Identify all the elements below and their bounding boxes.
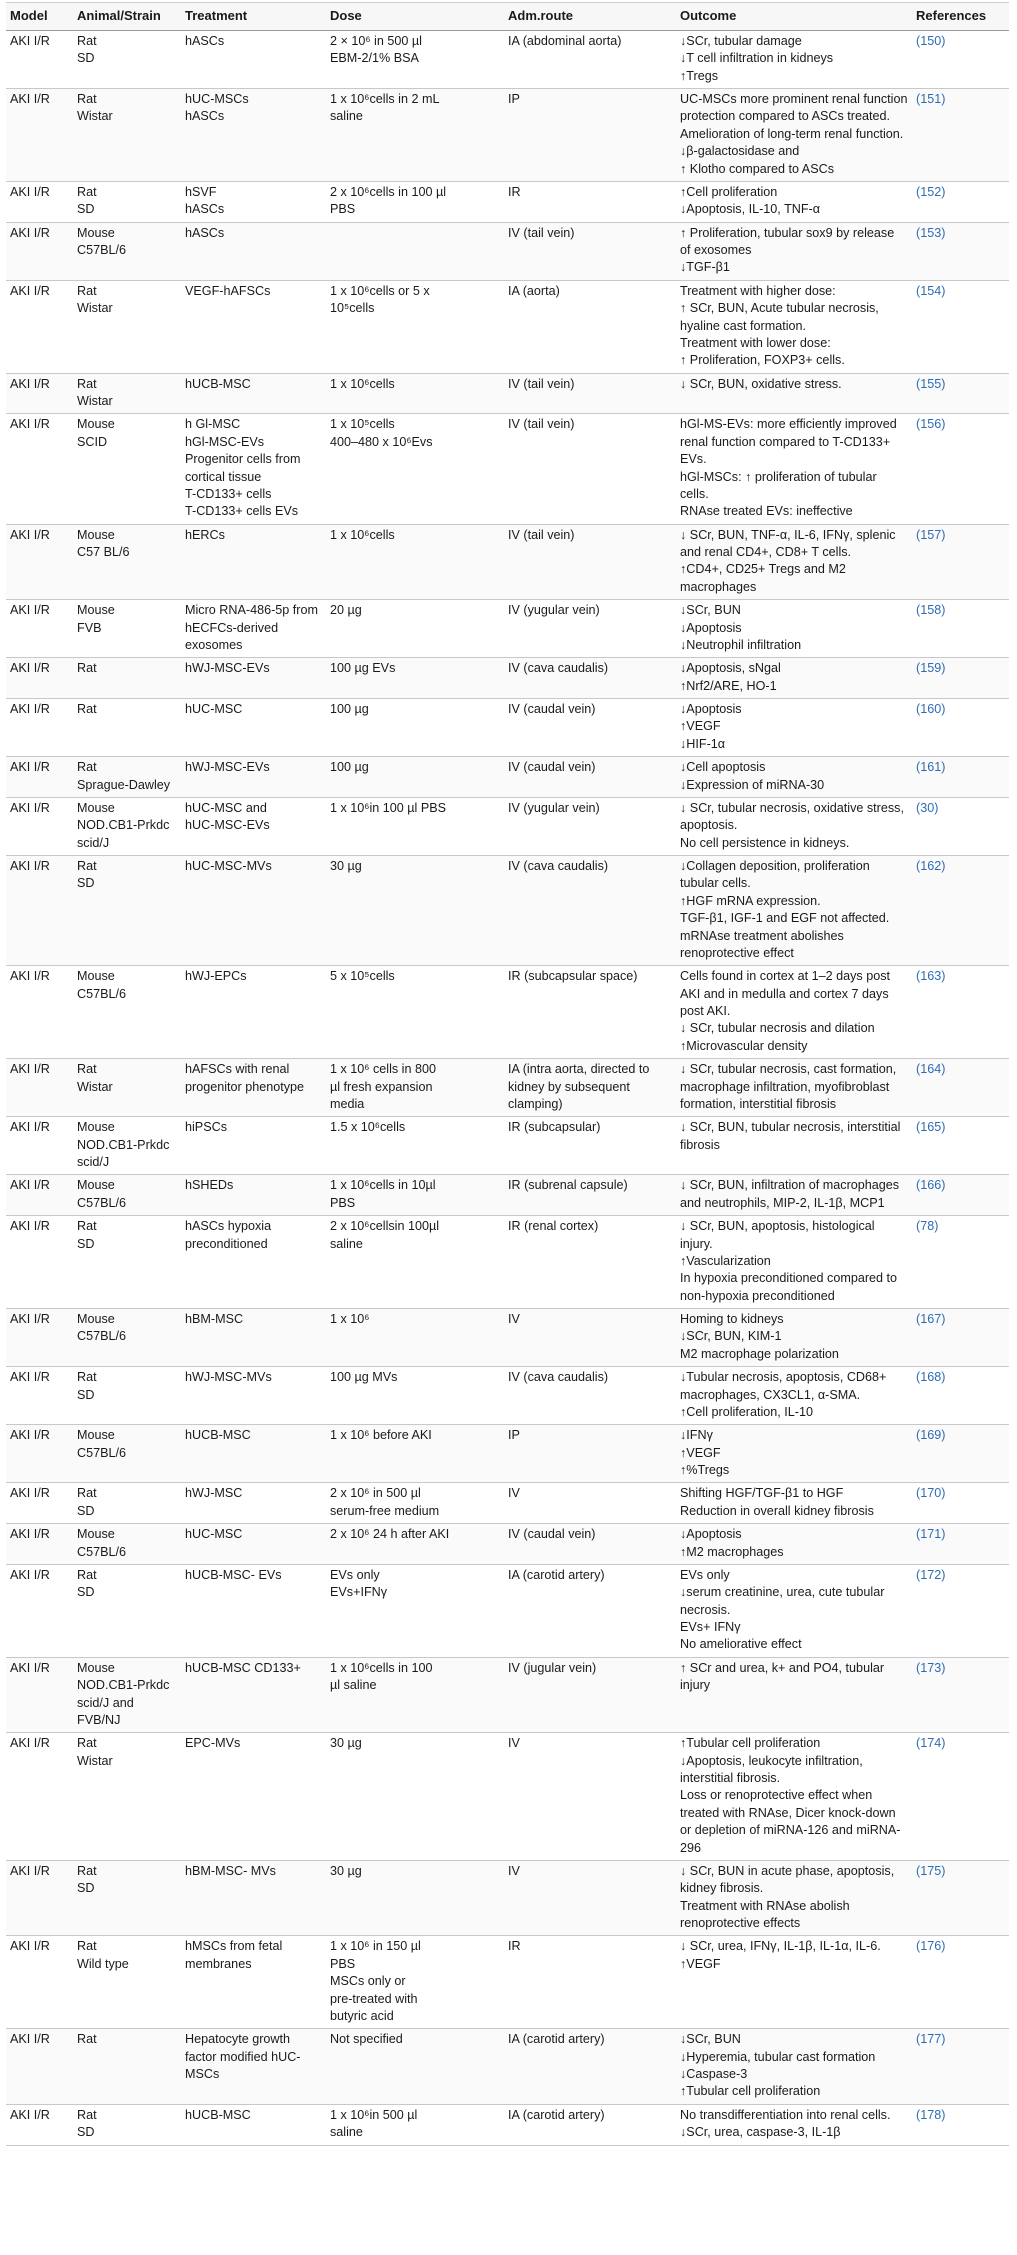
cell-adm-route: IR (504, 1936, 676, 2029)
cell-outcome: ↑ Proliferation, tubular sox9 by release of exosomes ↓TGF-β1 (676, 222, 912, 280)
cell-reference (912, 1216, 1009, 1309)
cell-animal-strain: Rat SD (73, 1367, 181, 1425)
cell-treatment: hUCB-MSC (181, 2104, 326, 2145)
cell-animal-strain: Mouse C57BL/6 (73, 1309, 181, 1367)
header-animal-strain: Animal/Strain (73, 3, 181, 31)
reference-link[interactable]: (168) (916, 1370, 946, 1385)
cell-dose: 1 x 10⁶in 100 µl PBS (326, 797, 504, 855)
table-row (6, 30, 1009, 88)
cell-dose: 1 x 10⁶ in 150 µl PBS MSCs only or pre-treated with butyric acid (326, 1936, 504, 2029)
cell-treatment: hWJ-EPCs (181, 966, 326, 1059)
cell-adm-route: IV (tail vein) (504, 524, 676, 600)
cell-adm-route: IV (504, 1309, 676, 1367)
cell-animal-strain: Rat SD (73, 181, 181, 222)
cell-treatment: Micro RNA-486-5p from hECFCs-derived exosomes (181, 600, 326, 658)
cell-dose: 2 × 10⁶ in 500 µl EBM-2/1% BSA (326, 30, 504, 88)
cell-animal-strain: Rat Wistar (73, 280, 181, 373)
cell-treatment: hSVF hASCs (181, 181, 326, 222)
cell-animal-strain: Rat SD (73, 1860, 181, 1936)
cell-dose: 100 µg (326, 757, 504, 798)
cell-treatment: hWJ-MSC (181, 1483, 326, 1524)
header-dose: Dose (326, 3, 504, 31)
cell-treatment: hBM-MSC- MVs (181, 1860, 326, 1936)
cell-adm-route: IV (caudal vein) (504, 757, 676, 798)
cell-animal-strain: Mouse FVB (73, 600, 181, 658)
cell-reference (912, 600, 1009, 658)
cell-outcome: No transdifferentiation into renal cells. ↓SCr, urea, caspase-3, IL-1β (676, 2104, 912, 2145)
reference-link[interactable]: (171) (916, 1527, 946, 1542)
cell-model: AKI I/R (6, 1309, 73, 1367)
cell-model: AKI I/R (6, 1175, 73, 1216)
cell-dose: 1 x 10⁶ before AKI (326, 1425, 504, 1483)
cell-adm-route: IV (cava caudalis) (504, 1367, 676, 1425)
cell-reference (912, 1309, 1009, 1367)
reference-link[interactable]: (177) (916, 2032, 946, 2047)
table-row (6, 1564, 1009, 1657)
cell-model: AKI I/R (6, 1117, 73, 1175)
cell-model: AKI I/R (6, 373, 73, 414)
cell-dose: 2 x 10⁶cells in 100 µl PBS (326, 181, 504, 222)
cell-reference (912, 1425, 1009, 1483)
cell-model: AKI I/R (6, 2029, 73, 2105)
cell-reference (912, 1524, 1009, 1565)
table-row (6, 699, 1009, 757)
cell-adm-route: IV (tail vein) (504, 373, 676, 414)
cell-treatment: hMSCs from fetal membranes (181, 1936, 326, 2029)
cell-dose: EVs only EVs+IFNγ (326, 1564, 504, 1657)
cell-reference (912, 658, 1009, 699)
cell-dose: 30 µg (326, 1860, 504, 1936)
table-row (6, 1425, 1009, 1483)
cell-outcome: ↓Apoptosis ↑VEGF ↓HIF-1α (676, 699, 912, 757)
cell-reference (912, 1936, 1009, 2029)
cell-outcome: ↓ SCr, BUN in acute phase, apoptosis, kidney fibrosis. Treatment with RNAse abolish renoprotective effects (676, 1860, 912, 1936)
cell-animal-strain: Rat Wistar (73, 373, 181, 414)
table-row (6, 1733, 1009, 1861)
cell-outcome: ↓ SCr, BUN, oxidative stress. (676, 373, 912, 414)
cell-reference (912, 1733, 1009, 1861)
cell-model: AKI I/R (6, 856, 73, 966)
cell-dose: 1 x 10⁶cells in 2 mL saline (326, 89, 504, 182)
cell-reference (912, 1175, 1009, 1216)
cell-reference (912, 2104, 1009, 2145)
cell-dose: 1 x 10⁶cells in 100 µl saline (326, 1657, 504, 1733)
cell-dose: Not specified (326, 2029, 504, 2105)
cell-animal-strain: Mouse NOD.CB1-Prkdc scid/J (73, 1117, 181, 1175)
reference-link[interactable]: (172) (916, 1567, 946, 1582)
reference-link[interactable]: (152) (916, 184, 946, 199)
reference-link[interactable]: (30) (916, 800, 939, 815)
table-row (6, 2104, 1009, 2145)
cell-model: AKI I/R (6, 414, 73, 524)
reference-link[interactable]: (165) (916, 1120, 946, 1135)
cell-treatment: hUCB-MSC (181, 1425, 326, 1483)
cell-animal-strain: Mouse C57BL/6 (73, 966, 181, 1059)
cell-adm-route: IV (504, 1860, 676, 1936)
cell-dose: 1 x 10⁶in 500 µl saline (326, 2104, 504, 2145)
reference-link[interactable]: (164) (916, 1062, 946, 1077)
cell-treatment: hUCB-MSC CD133+ (181, 1657, 326, 1733)
reference-link[interactable]: (160) (916, 702, 946, 717)
cell-dose (326, 222, 504, 280)
cell-adm-route: IA (carotid artery) (504, 2104, 676, 2145)
cell-treatment: EPC-MVs (181, 1733, 326, 1861)
cell-adm-route: IV (caudal vein) (504, 699, 676, 757)
cell-treatment: hUCB-MSC- EVs (181, 1564, 326, 1657)
cell-outcome: ↓SCr, tubular damage ↓T cell infiltration in kidneys ↑Tregs (676, 30, 912, 88)
cell-animal-strain: Mouse C57BL/6 (73, 1524, 181, 1565)
header-row (6, 3, 1009, 31)
cell-reference (912, 524, 1009, 600)
data-table (6, 2, 1009, 2146)
cell-adm-route: IV (cava caudalis) (504, 856, 676, 966)
cell-dose: 1.5 x 10⁶cells (326, 1117, 504, 1175)
header-treatment: Treatment (181, 3, 326, 31)
cell-adm-route: IV (cava caudalis) (504, 658, 676, 699)
cell-dose: 1 x 10⁶ cells in 800 µl fresh expansion media (326, 1059, 504, 1117)
reference-link[interactable]: (178) (916, 2107, 946, 2122)
cell-treatment: hUC-MSC (181, 699, 326, 757)
cell-animal-strain: Rat Wild type (73, 1936, 181, 2029)
cell-outcome: ↓ SCr, BUN, apoptosis, histological injury. ↑Vascularization In hypoxia preconditioned compared to non-hypoxia preconditioned (676, 1216, 912, 1309)
table-row (6, 1175, 1009, 1216)
cell-adm-route: IR (subrenal capsule) (504, 1175, 676, 1216)
cell-treatment: h Gl-MSC hGl-MSC-EVs Progenitor cells from cortical tissue T-CD133+ cells T-CD133+ cells EVs (181, 414, 326, 524)
cell-adm-route: IV (caudal vein) (504, 1524, 676, 1565)
table-row (6, 1309, 1009, 1367)
cell-adm-route: IP (504, 89, 676, 182)
cell-model: AKI I/R (6, 1483, 73, 1524)
table-row (6, 856, 1009, 966)
table-row (6, 658, 1009, 699)
cell-reference (912, 1367, 1009, 1425)
cell-adm-route: IV (yugular vein) (504, 600, 676, 658)
cell-reference (912, 1860, 1009, 1936)
cell-adm-route: IR (renal cortex) (504, 1216, 676, 1309)
cell-reference (912, 699, 1009, 757)
cell-treatment: Hepatocyte growth factor modified hUC-MSCs (181, 2029, 326, 2105)
cell-model: AKI I/R (6, 280, 73, 373)
cell-animal-strain: Rat SD (73, 1216, 181, 1309)
cell-animal-strain: Mouse NOD.CB1-Prkdc scid/J and FVB/NJ (73, 1657, 181, 1733)
cell-reference (912, 30, 1009, 88)
cell-model: AKI I/R (6, 966, 73, 1059)
cell-adm-route: IR (subcapsular space) (504, 966, 676, 1059)
cell-animal-strain: Rat SD (73, 856, 181, 966)
cell-animal-strain: Mouse C57BL/6 (73, 1425, 181, 1483)
cell-treatment: hASCs hypoxia preconditioned (181, 1216, 326, 1309)
cell-outcome: UC-MSCs more prominent renal function protection compared to ASCs treated. Amelioration of long-term renal function. ↓β-galactosidase and ↑ Klotho compared to ASCs (676, 89, 912, 182)
cell-reference (912, 1483, 1009, 1524)
reference-link[interactable]: (158) (916, 603, 946, 618)
table-row (6, 600, 1009, 658)
cell-animal-strain: Rat SD (73, 2104, 181, 2145)
cell-model: AKI I/R (6, 797, 73, 855)
cell-treatment: hUC-MSCs hASCs (181, 89, 326, 182)
table-row (6, 1657, 1009, 1733)
cell-model: AKI I/R (6, 1657, 73, 1733)
cell-dose: 1 x 10⁶cells (326, 373, 504, 414)
cell-model: AKI I/R (6, 1524, 73, 1565)
cell-outcome: ↓Collagen deposition, proliferation tubular cells. ↑HGF mRNA expression. TGF-β1, IGF-1 and EGF not affected. mRNAse treatment abolishes renoprotective effect (676, 856, 912, 966)
cell-reference (912, 2029, 1009, 2105)
cell-outcome: ↓SCr, BUN ↓Hyperemia, tubular cast formation ↓Caspase-3 ↑Tubular cell proliferation (676, 2029, 912, 2105)
cell-animal-strain: Rat Wistar (73, 89, 181, 182)
cell-dose: 30 µg (326, 1733, 504, 1861)
table-row (6, 222, 1009, 280)
cell-outcome: ↓Apoptosis, sNgal ↑Nrf2/ARE, HO-1 (676, 658, 912, 699)
cell-animal-strain: Rat SD (73, 1564, 181, 1657)
cell-animal-strain: Mouse C57BL/6 (73, 222, 181, 280)
header-model: Model (6, 3, 73, 31)
cell-model: AKI I/R (6, 1425, 73, 1483)
reference-link[interactable]: (78) (916, 1219, 939, 1234)
cell-model: AKI I/R (6, 1733, 73, 1861)
reference-link[interactable]: (159) (916, 661, 946, 676)
table-body (6, 30, 1009, 2145)
reference-link[interactable]: (155) (916, 376, 946, 391)
cell-outcome: ↓ SCr, BUN, tubular necrosis, interstitial fibrosis (676, 1117, 912, 1175)
cell-reference (912, 856, 1009, 966)
cell-outcome: Shifting HGF/TGF-β1 to HGF Reduction in overall kidney fibrosis (676, 1483, 912, 1524)
cell-dose: 100 µg MVs (326, 1367, 504, 1425)
cell-outcome: ↓ SCr, BUN, TNF-α, IL-6, IFNγ, splenic and renal CD4+, CD8+ T cells. ↑CD4+, CD25+ Tregs and M2 macrophages (676, 524, 912, 600)
cell-animal-strain: Mouse C57BL/6 (73, 1175, 181, 1216)
cell-adm-route: IA (carotid artery) (504, 1564, 676, 1657)
cell-reference (912, 757, 1009, 798)
cell-outcome: ↓SCr, BUN ↓Apoptosis ↓Neutrophil infiltration (676, 600, 912, 658)
cell-reference (912, 1117, 1009, 1175)
cell-treatment: hBM-MSC (181, 1309, 326, 1367)
cell-animal-strain: Rat (73, 2029, 181, 2105)
reference-link[interactable]: (174) (916, 1736, 946, 1751)
cell-adm-route: IR (subcapsular) (504, 1117, 676, 1175)
reference-link[interactable]: (166) (916, 1178, 946, 1193)
cell-dose: 1 x 10⁶cells (326, 524, 504, 600)
table-row (6, 966, 1009, 1059)
cell-animal-strain: Rat SD (73, 1483, 181, 1524)
table-row (6, 181, 1009, 222)
reference-link[interactable]: (156) (916, 417, 946, 432)
cell-model: AKI I/R (6, 1860, 73, 1936)
cell-model: AKI I/R (6, 89, 73, 182)
table-row (6, 797, 1009, 855)
cell-animal-strain: Rat SD (73, 30, 181, 88)
cell-dose: 1 x 10⁶cells in 10µl PBS (326, 1175, 504, 1216)
cell-outcome: ↓ SCr, BUN, infiltration of macrophages and neutrophils, MIP-2, IL-1β, MCP1 (676, 1175, 912, 1216)
cell-treatment: hUC-MSC-MVs (181, 856, 326, 966)
cell-reference (912, 797, 1009, 855)
cell-treatment: hASCs (181, 222, 326, 280)
table-row (6, 1117, 1009, 1175)
cell-model: AKI I/R (6, 1936, 73, 2029)
cell-dose: 1 x 10⁶ (326, 1309, 504, 1367)
cell-treatment: hWJ-MSC-EVs (181, 757, 326, 798)
cell-animal-strain: Mouse NOD.CB1-Prkdc scid/J (73, 797, 181, 855)
reference-link[interactable]: (151) (916, 92, 946, 107)
table-row (6, 1216, 1009, 1309)
cell-animal-strain: Rat Wistar (73, 1059, 181, 1117)
cell-outcome: Treatment with higher dose: ↑ SCr, BUN, Acute tubular necrosis, hyaline cast formation. Treatment with lower dose: ↑ Proliferation, FOXP3+ cells. (676, 280, 912, 373)
cell-treatment: hWJ-MSC-MVs (181, 1367, 326, 1425)
cell-outcome: EVs only ↓serum creatinine, urea, cute tubular necrosis. EVs+ IFNγ No ameliorative effect (676, 1564, 912, 1657)
cell-outcome: ↓ SCr, urea, IFNγ, IL-1β, IL-1α, IL-6. ↑VEGF (676, 1936, 912, 2029)
cell-adm-route: IV (tail vein) (504, 222, 676, 280)
cell-outcome: Cells found in cortex at 1–2 days post AKI and in medulla and cortex 7 days post AKI. ↓ SCr, tubular necrosis and dilation ↑Microvascular density (676, 966, 912, 1059)
table-row (6, 524, 1009, 600)
cell-reference (912, 222, 1009, 280)
cell-dose: 2 x 10⁶ 24 h after AKI (326, 1524, 504, 1565)
cell-model: AKI I/R (6, 1216, 73, 1309)
cell-reference (912, 89, 1009, 182)
cell-adm-route: IV (504, 1483, 676, 1524)
cell-reference (912, 414, 1009, 524)
header-adm-route: Adm.route (504, 3, 676, 31)
cell-outcome: ↓ SCr, tubular necrosis, cast formation, macrophage infiltration, myofibroblast formation, interstitial fibrosis (676, 1059, 912, 1117)
cell-outcome: ↓Cell apoptosis ↓Expression of miRNA-30 (676, 757, 912, 798)
cell-outcome: ↑Cell proliferation ↓Apoptosis, IL-10, TNF-α (676, 181, 912, 222)
table-row (6, 280, 1009, 373)
cell-outcome: ↓ SCr, tubular necrosis, oxidative stress, apoptosis. No cell persistence in kidneys. (676, 797, 912, 855)
cell-treatment: hUC-MSC and hUC-MSC-EVs (181, 797, 326, 855)
cell-model: AKI I/R (6, 699, 73, 757)
cell-reference (912, 181, 1009, 222)
cell-treatment: VEGF-hAFSCs (181, 280, 326, 373)
cell-outcome: ↑ SCr and urea, k+ and PO4, tubular injury (676, 1657, 912, 1733)
cell-model: AKI I/R (6, 30, 73, 88)
reference-link[interactable]: (157) (916, 527, 946, 542)
cell-dose: 2 x 10⁶cellsin 100µl saline (326, 1216, 504, 1309)
table-row (6, 1524, 1009, 1565)
cell-adm-route: IV (tail vein) (504, 414, 676, 524)
cell-reference (912, 1657, 1009, 1733)
cell-reference (912, 373, 1009, 414)
cell-animal-strain: Mouse SCID (73, 414, 181, 524)
reference-link[interactable]: (175) (916, 1863, 946, 1878)
cell-adm-route: IA (intra aorta, directed to kidney by subsequent clamping) (504, 1059, 676, 1117)
reference-link[interactable]: (163) (916, 969, 946, 984)
cell-treatment: hERCs (181, 524, 326, 600)
reference-link[interactable]: (162) (916, 859, 946, 874)
cell-adm-route: IV (504, 1733, 676, 1861)
reference-link[interactable]: (150) (916, 33, 946, 48)
cell-model: AKI I/R (6, 2104, 73, 2145)
cell-outcome: hGl-MS-EVs: more efficiently improved renal function compared to T-CD133+ EVs. hGl-MSCs: ↑ proliferation of tubular cells. RNAse treated EVs: ineffective (676, 414, 912, 524)
cell-dose: 1 x 10⁶cells or 5 x 10⁵cells (326, 280, 504, 373)
cell-animal-strain: Rat Sprague-Dawley (73, 757, 181, 798)
cell-model: AKI I/R (6, 658, 73, 699)
cell-dose: 100 µg (326, 699, 504, 757)
reference-link[interactable]: (176) (916, 1939, 946, 1954)
reference-link[interactable]: (170) (916, 1486, 946, 1501)
table-row (6, 1936, 1009, 2029)
cell-dose: 1 x 10⁵cells 400–480 x 10⁶Evs (326, 414, 504, 524)
cell-treatment: hUC-MSC (181, 1524, 326, 1565)
cell-treatment: hWJ-MSC-EVs (181, 658, 326, 699)
cell-animal-strain: Rat Wistar (73, 1733, 181, 1861)
cell-animal-strain: Mouse C57 BL/6 (73, 524, 181, 600)
cell-animal-strain: Rat (73, 699, 181, 757)
cell-model: AKI I/R (6, 524, 73, 600)
cell-reference (912, 280, 1009, 373)
cell-adm-route: IR (504, 181, 676, 222)
cell-reference (912, 1059, 1009, 1117)
cell-treatment: hASCs (181, 30, 326, 88)
cell-reference (912, 1564, 1009, 1657)
header-references: References (912, 3, 1009, 31)
cell-adm-route: IP (504, 1425, 676, 1483)
cell-outcome: ↑Tubular cell proliferation ↓Apoptosis, leukocyte infiltration, interstitial fibrosis. Loss or renoprotective effect when treated with RNAse, Dicer knock-down or depletion of miRNA-126 and miRNA-296 (676, 1733, 912, 1861)
table-row (6, 89, 1009, 182)
cell-outcome: ↓IFNγ ↑VEGF ↑%Tregs (676, 1425, 912, 1483)
cell-adm-route: IA (carotid artery) (504, 2029, 676, 2105)
table-header (6, 3, 1009, 31)
cell-adm-route: IA (abdominal aorta) (504, 30, 676, 88)
table-row (6, 1367, 1009, 1425)
cell-model: AKI I/R (6, 757, 73, 798)
cell-outcome: ↓Tubular necrosis, apoptosis, CD68+ macrophages, CX3CL1, α-SMA. ↑Cell proliferation, IL-10 (676, 1367, 912, 1425)
cell-model: AKI I/R (6, 600, 73, 658)
table-row (6, 373, 1009, 414)
cell-model: AKI I/R (6, 181, 73, 222)
cell-adm-route: IV (yugular vein) (504, 797, 676, 855)
table-row (6, 2029, 1009, 2105)
cell-dose: 5 x 10⁵cells (326, 966, 504, 1059)
table-row (6, 414, 1009, 524)
reference-link[interactable]: (154) (916, 283, 946, 298)
cell-model: AKI I/R (6, 222, 73, 280)
cell-reference (912, 966, 1009, 1059)
reference-link[interactable]: (167) (916, 1312, 946, 1327)
reference-link[interactable]: (169) (916, 1428, 946, 1443)
cell-treatment: hSHEDs (181, 1175, 326, 1216)
cell-adm-route: IA (aorta) (504, 280, 676, 373)
cell-outcome: ↓Apoptosis ↑M2 macrophages (676, 1524, 912, 1565)
cell-dose: 30 µg (326, 856, 504, 966)
table-row (6, 757, 1009, 798)
cell-dose: 100 µg EVs (326, 658, 504, 699)
cell-model: AKI I/R (6, 1564, 73, 1657)
cell-treatment: hAFSCs with renal progenitor phenotype (181, 1059, 326, 1117)
cell-treatment: hiPSCs (181, 1117, 326, 1175)
reference-link[interactable]: (153) (916, 225, 946, 240)
cell-dose: 2 x 10⁶ in 500 µl serum-free medium (326, 1483, 504, 1524)
header-outcome: Outcome (676, 3, 912, 31)
cell-adm-route: IV (jugular vein) (504, 1657, 676, 1733)
cell-outcome: Homing to kidneys ↓SCr, BUN, KIM-1 M2 macrophage polarization (676, 1309, 912, 1367)
cell-treatment: hUCB-MSC (181, 373, 326, 414)
reference-link[interactable]: (173) (916, 1660, 946, 1675)
reference-link[interactable]: (161) (916, 760, 946, 775)
cell-dose: 20 µg (326, 600, 504, 658)
cell-model: AKI I/R (6, 1059, 73, 1117)
cell-animal-strain: Rat (73, 658, 181, 699)
table-row (6, 1483, 1009, 1524)
table-row (6, 1860, 1009, 1936)
table-row (6, 1059, 1009, 1117)
cell-model: AKI I/R (6, 1367, 73, 1425)
